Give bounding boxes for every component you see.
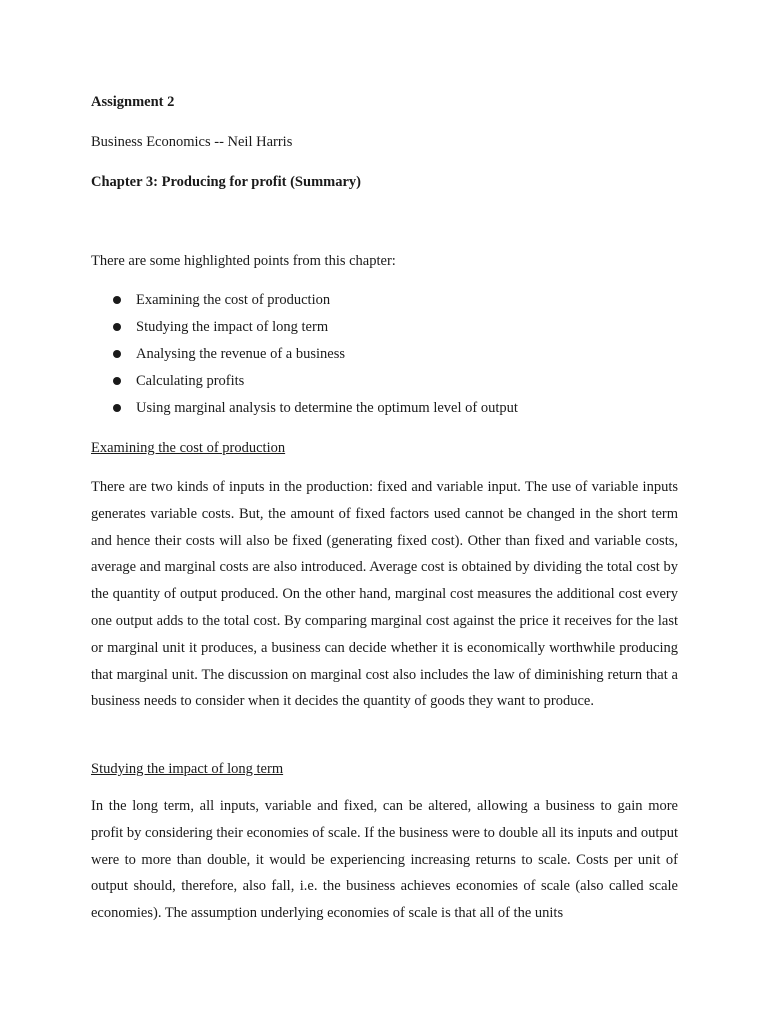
document-page bbox=[91, 0, 678, 1024]
author-line: Business Economics -- Neil Harris bbox=[91, 134, 293, 150]
list-item-text: Studying the impact of long term bbox=[136, 319, 329, 335]
list-item bbox=[91, 292, 518, 319]
list-item bbox=[91, 319, 518, 346]
section-heading-cost-of-production: Examining the cost of production bbox=[91, 440, 286, 456]
highlight-list bbox=[91, 292, 518, 427]
list-item-text: Using marginal analysis to determine the optimum level of output bbox=[136, 400, 518, 416]
list-item bbox=[91, 346, 518, 373]
list-item-text: Analysing the revenue of a business bbox=[136, 346, 345, 362]
list-item-text: Examining the cost of production bbox=[136, 292, 331, 308]
bullet-icon bbox=[113, 377, 121, 385]
list-item bbox=[91, 400, 518, 427]
bullet-icon bbox=[113, 296, 121, 304]
bullet-icon bbox=[113, 350, 121, 358]
list-item-text: Calculating profits bbox=[136, 373, 245, 389]
chapter-heading: Chapter 3: Producing for profit (Summary) bbox=[91, 174, 361, 190]
bullet-icon bbox=[113, 323, 121, 331]
section-paragraph-cost-of-production: There are two kinds of inputs in the production: fixed and variable input. The use of variable inputs generates variable costs. But, the amount of fixed factors used cannot be changed in the short term and hence their costs will also be fixed (generating fixed cost). Other than fixed and variable costs, average and marginal costs are also introduced. Average cost is obtained by dividing the total cost by the quantity of output produced. On the other hand, marginal cost measures the additional cost every one output adds to the total cost. By comparing marginal cost against the price it receives for the last or marginal unit it produces, a business can decide whether it is economically worthwhile producing that marginal unit. The discussion on marginal cost also includes the law of diminishing return that a business needs to consider when it decides the quantity of goods they want to produce. bbox=[91, 479, 678, 710]
intro-text: There are some highlighted points from this chapter: bbox=[91, 253, 396, 269]
document-title: Assignment 2 bbox=[91, 94, 175, 110]
list-item bbox=[91, 373, 518, 400]
section-heading-long-term: Studying the impact of long term bbox=[91, 761, 284, 777]
section-paragraph-long-term: In the long term, all inputs, variable and fixed, can be altered, allowing a business to gain more profit by considering their economies of scale. If the business were to double all its inputs and output were to more than double, it would be experiencing increasing returns to scale. Costs per unit of output should, therefore, also fall, i.e. the business achieves economies of scale (also called scale economies). The assumption underlying economies of scale is that all of the units bbox=[91, 798, 678, 922]
bullet-icon bbox=[113, 404, 121, 412]
